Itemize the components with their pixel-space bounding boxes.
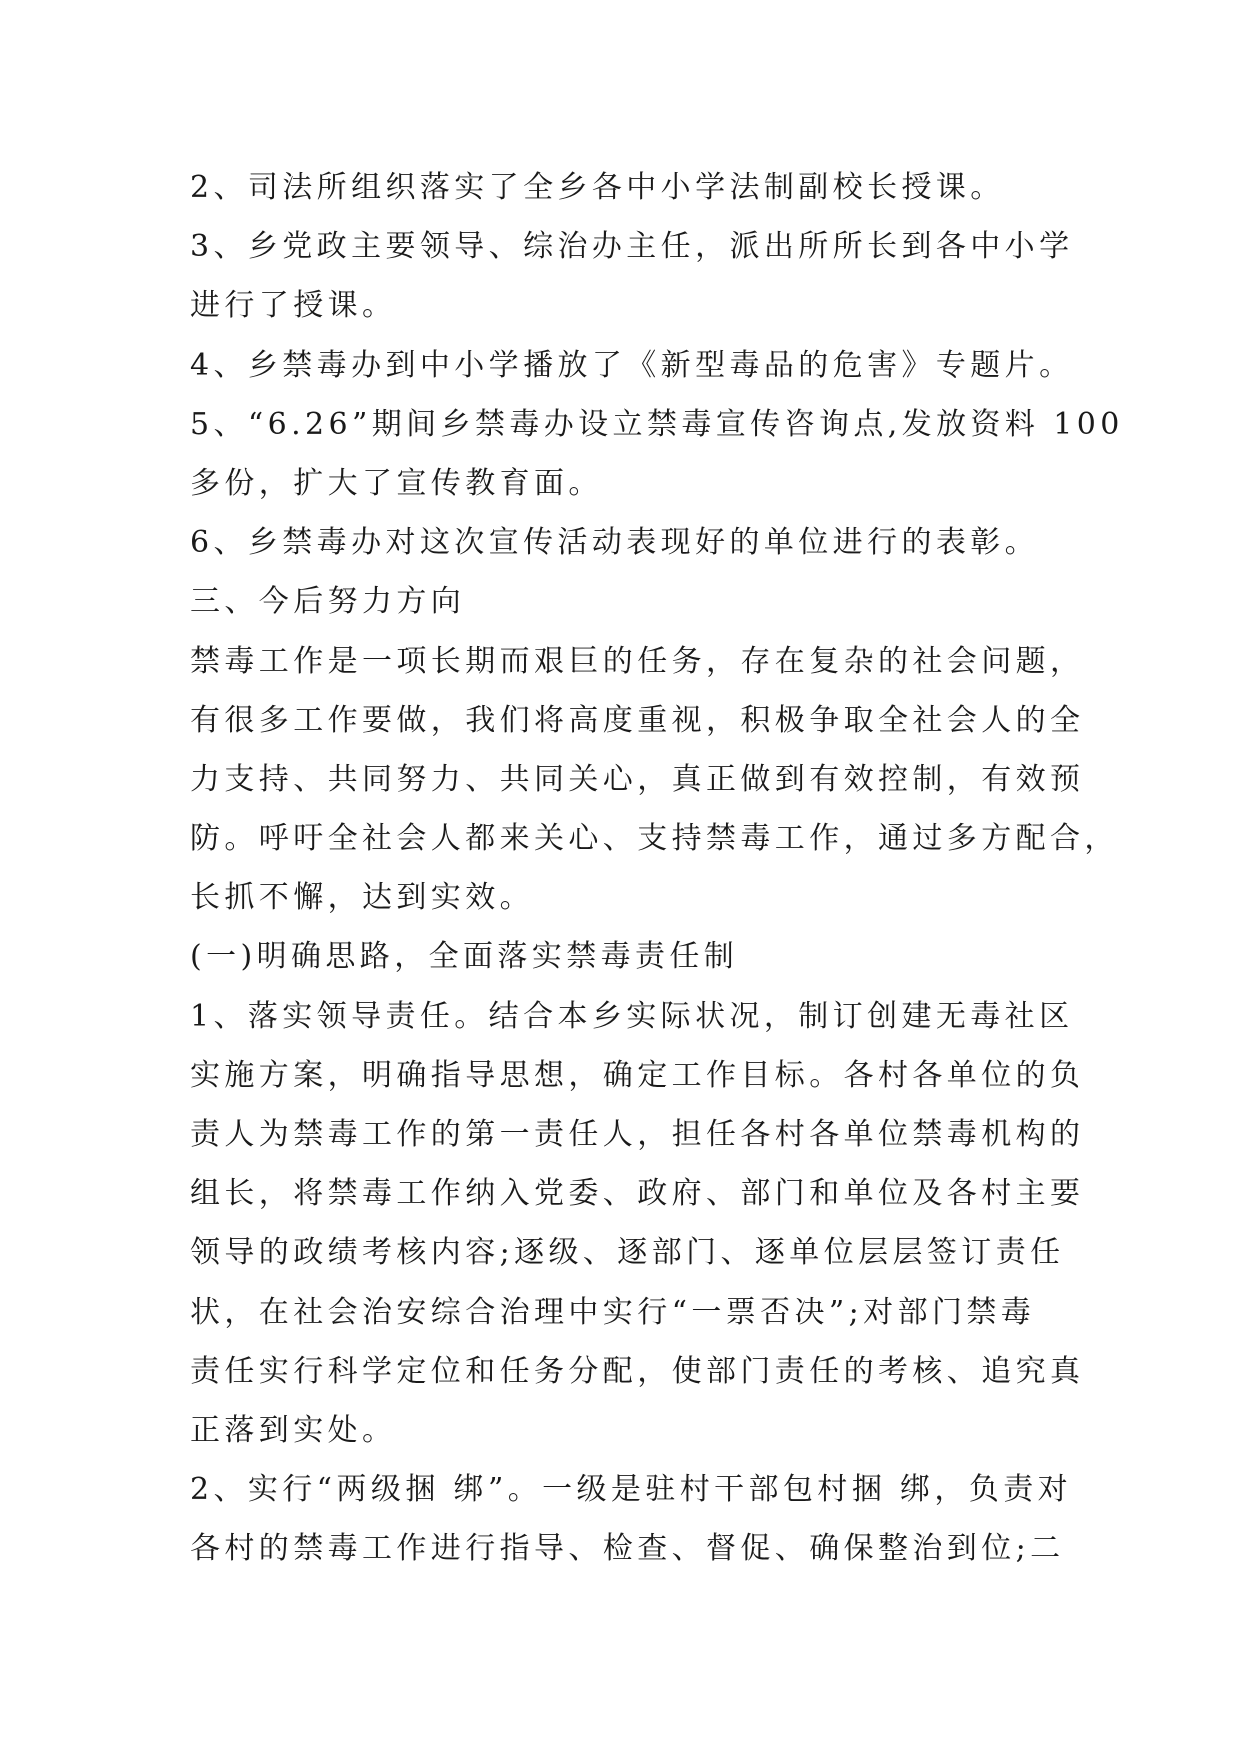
text-line: 责任实行科学定位和任务分配，使部门责任的考核、追究真 (190, 1353, 1085, 1389)
text-line: 防。呼吁全社会人都来关心、支持禁毒工作，通过多方配合， (190, 821, 1119, 857)
text-line: 5、“6.26”期间乡禁毒办设立禁毒宣传咨询点,发放资料 100 (190, 406, 1124, 442)
text-line: 禁毒工作是一项长期而艰巨的任务，存在复杂的社会问题， (190, 643, 1085, 679)
text-line: 1、落实领导责任。结合本乡实际状况，制订创建无毒社区 (190, 998, 1074, 1034)
text-line: 领导的政绩考核内容;逐级、逐部门、逐单位层层签订责任 (190, 1235, 1065, 1271)
text-line: 组长，将禁毒工作纳入党委、政府、部门和单位及各村主要 (190, 1176, 1085, 1212)
subsection-heading: (一)明确思路，全面落实禁毒责任制 (190, 939, 739, 975)
text-line: 有很多工作要做，我们将高度重视，积极争取全社会人的全 (190, 702, 1085, 738)
document-body (190, 158, 1124, 1579)
text-line: 4、乡禁毒办到中小学播放了《新型毒品的危害》专题片。 (190, 347, 1074, 383)
text-line: 进行了授课。 (190, 288, 397, 324)
text-line: 3、乡党政主要领导、综治办主任，派出所所长到各中小学 (190, 229, 1074, 265)
text-line: 实施方案，明确指导思想，确定工作目标。各村各单位的负 (190, 1057, 1085, 1093)
text-line: 各村的禁毒工作进行指导、检查、督促、确保整治到位;二 (190, 1531, 1065, 1567)
text-line: 长抓不懈，达到实效。 (190, 880, 534, 916)
section-heading: 三、今后努力方向 (190, 584, 466, 620)
text-line: 2、司法所组织落实了全乡各中小学法制副校长授课。 (190, 170, 1005, 205)
text-line: 2、实行“两级捆 绑”。一级是驻村干部包村捆 绑，负责对 (190, 1472, 1073, 1508)
text-line: 多份，扩大了宣传教育面。 (190, 465, 603, 501)
text-line: 责人为禁毒工作的第一责任人，担任各村各单位禁毒机构的 (190, 1117, 1085, 1152)
text-line: 状，在社会治安综合治理中实行“一票否决”;对部门禁毒 (190, 1294, 1036, 1330)
text-line: 力支持、共同努力、共同关心，真正做到有效控制，有效预 (190, 761, 1085, 797)
text-line: 正落到实处。 (190, 1412, 397, 1448)
text-line: 6、乡禁毒办对这次宣传活动表现好的单位进行的表彰。 (190, 525, 1040, 561)
